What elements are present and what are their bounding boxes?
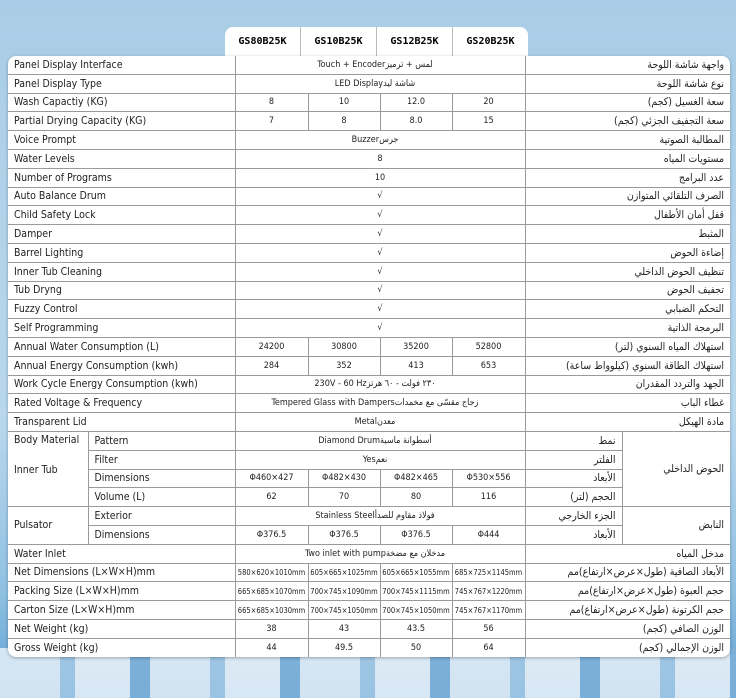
spec-value-cell: 284: [235, 356, 308, 375]
spec-label-ar: مستويات المياه: [525, 149, 730, 168]
spec-label-en: Partial Drying Capacity (KG): [8, 112, 235, 131]
spec-label-en: Net Dimensions (L×W×H)mm: [8, 563, 235, 582]
value-ar: مدخلان مع مضخة: [385, 548, 446, 559]
spec-value-all-models: [235, 413, 525, 432]
value-en: √: [377, 247, 383, 258]
table-row: [8, 507, 730, 526]
spec-label-ar: تنظيف الحوض الداخلي: [525, 262, 730, 281]
spec-label-en: Water Levels: [8, 149, 235, 168]
model-header-cell: GS20B25K: [466, 36, 515, 47]
table-row: [8, 225, 730, 244]
value-en: Yes: [362, 454, 376, 465]
spec-value-cell: 116: [452, 488, 525, 507]
spec-label-ar: حجم العبوة (طول×عرض×ارتفاع)مم: [525, 582, 730, 601]
spec-label-ar: غطاء الباب: [525, 394, 730, 413]
spec-label-en: Barrel Lighting: [8, 243, 235, 262]
spec-label-ar: مدخل المياه: [525, 544, 730, 563]
spec-value-all-models: [235, 262, 525, 281]
spec-value-cell: 605×665×1055mm: [380, 563, 452, 582]
spec-value-cell: 80: [380, 488, 452, 507]
spec-value-cell: 665×685×1070mm: [235, 582, 308, 601]
value-en: Diamond Drum: [318, 435, 381, 446]
spec-label-ar: سعة الغسيل (كجم): [525, 93, 730, 112]
group-label-ar: النابض: [622, 507, 730, 545]
table-row: [8, 525, 730, 544]
spec-value-cell: 413: [380, 356, 452, 375]
spec-label-en: Damper: [8, 225, 235, 244]
group-label-en: [8, 431, 88, 506]
spec-label-en: Tub Dryng: [8, 281, 235, 300]
table-row: [8, 356, 730, 375]
spec-value-cell: 44: [235, 638, 308, 656]
table-row: [8, 394, 730, 413]
spec-label-ar: نوع شاشة اللوحة: [525, 74, 730, 93]
table-row: [8, 281, 730, 300]
spec-label-en: Fuzzy Control: [8, 300, 235, 319]
spec-value-cell: 8.0: [380, 112, 452, 131]
table-row: [8, 638, 730, 656]
value-en: √: [377, 266, 383, 277]
spec-label-en: Child Safety Lock: [8, 206, 235, 225]
spec-label-en: Transparent Lid: [8, 413, 235, 432]
table-row: [8, 168, 730, 187]
spec-value-cell: 352: [308, 356, 380, 375]
spec-label-ar: استهلاك المياه السنوي (لتر): [525, 337, 730, 356]
spec-label-ar: البرمجة الذاتية: [525, 319, 730, 338]
spec-value-all-models: [235, 56, 525, 74]
table-row: [8, 187, 730, 206]
sub-label-ar: الفلتر: [525, 450, 622, 469]
table-row: [8, 319, 730, 338]
value-ar: جرس: [379, 135, 399, 146]
table-row: [8, 243, 730, 262]
spec-value-cell: 700×745×1115mm: [380, 582, 452, 601]
table-row: [8, 469, 730, 488]
value-ar: فولاذ مقاوم للصدأ: [374, 511, 435, 522]
spec-value-cell: 580×620×1010mm: [235, 563, 308, 582]
spec-value-cell: Φ444: [452, 525, 525, 544]
table-row: [8, 337, 730, 356]
spec-value-all-models: [235, 131, 525, 150]
spec-label-en: Auto Balance Drum: [8, 187, 235, 206]
value-en: LED Display: [334, 78, 384, 89]
spec-value-all-models: [235, 149, 525, 168]
spec-label-en: Number of Programs: [8, 168, 235, 187]
spec-label-en: Work Cycle Energy Consumption (kwh): [8, 375, 235, 394]
spec-label-en: Self Programming: [8, 319, 235, 338]
table-row: [8, 601, 730, 620]
model-header-cell: GS80B25K: [225, 27, 301, 57]
value-ar: زجاج مقسّى مع مخمدات: [394, 398, 479, 409]
value-en: √: [377, 304, 383, 315]
spec-value-all-models: [235, 243, 525, 262]
spec-value-cell: 605×665×1025mm: [308, 563, 380, 582]
spec-value-cell: 700×745×1050mm: [308, 601, 380, 620]
spec-value-cell: 685×725×1145mm: [452, 563, 525, 582]
spec-label-ar: الجهد والتردد المقدران: [525, 375, 730, 394]
spec-label-ar: واجهة شاشة اللوحة: [525, 56, 730, 74]
spec-label-ar: حجم الكرتونة (طول×عرض×ارتفاع)مم: [525, 601, 730, 620]
value-en: 8: [377, 153, 383, 164]
spec-value-all-models: [235, 544, 525, 563]
spec-value-all-models: [235, 187, 525, 206]
spec-label-en: Annual Water Consumption (L): [8, 337, 235, 356]
spec-value-all-models: [235, 450, 525, 469]
spec-value-all-models: [235, 206, 525, 225]
spec-label-ar: قفل أمان الأطفال: [525, 206, 730, 225]
spec-label-ar: استهلاك الطاقة السنوي (كيلوواط ساعة): [525, 356, 730, 375]
table-row: [8, 262, 730, 281]
spec-label-ar: تجفيف الحوض: [525, 281, 730, 300]
table-row: [8, 431, 730, 450]
spec-label-en: Annual Energy Consumption (kwh): [8, 356, 235, 375]
sub-label-ar: نمط: [525, 431, 622, 450]
value-en: Stainless Steel: [315, 511, 375, 522]
table-row: [8, 93, 730, 112]
spec-table-container: [8, 56, 730, 657]
table-row: [8, 619, 730, 638]
spec-value-all-models: [235, 319, 525, 338]
spec-label-ar: الوزن الصافي (كجم): [525, 619, 730, 638]
spec-value-cell: 43.5: [380, 619, 452, 638]
value-en: Touch + Encoder: [317, 59, 386, 70]
spec-label-ar: الوزن الإجمالي (كجم): [525, 638, 730, 656]
value-ar: معدن: [376, 417, 396, 428]
value-ar: أسطوانة ماسية: [380, 435, 432, 446]
spec-value-cell: 49.5: [308, 638, 380, 656]
spec-value-cell: 52800: [452, 337, 525, 356]
table-row: [8, 300, 730, 319]
spec-label-ar: المثبط: [525, 225, 730, 244]
spec-value-cell: 43: [308, 619, 380, 638]
spec-label-en: Gross Weight (kg): [8, 638, 235, 656]
value-ar: ٢٣٠ فولت - ٦٠ هرتز: [366, 379, 436, 390]
value-ar: شاشة ليد: [383, 78, 416, 89]
spec-label-en: Packing Size (L×W×H)mm: [8, 582, 235, 601]
model-header-cell: GS12B25K: [377, 27, 453, 57]
sub-label-ar: الجزء الخارجي: [525, 507, 622, 526]
spec-value-cell: 700×745×1090mm: [308, 582, 380, 601]
spec-label-en: Inner Tub Cleaning: [8, 262, 235, 281]
sub-label-en: Volume (L): [88, 488, 235, 507]
spec-value-cell: 653: [452, 356, 525, 375]
spec-value-all-models: [235, 74, 525, 93]
value-en: Two inlet with pump: [304, 548, 386, 559]
spec-value-cell: 35200: [380, 337, 452, 356]
spec-label-ar: مادة الهيكل: [525, 413, 730, 432]
table-row: [8, 112, 730, 131]
spec-label-en: Panel Display Type: [8, 74, 235, 93]
table-row: [8, 56, 730, 74]
value-ar: نعم: [375, 454, 388, 465]
spec-value-all-models: [235, 431, 525, 450]
table-row: [8, 582, 730, 601]
spec-value-cell: 24200: [235, 337, 308, 356]
sub-label-ar: الأبعاد: [525, 525, 622, 544]
sub-label-en: Exterior: [88, 507, 235, 526]
table-row: [8, 74, 730, 93]
spec-value-cell: 12.0: [380, 93, 452, 112]
spec-label-en: Wash Capactiy (KG): [8, 93, 235, 112]
spec-value-cell: 15: [452, 112, 525, 131]
value-en: √: [377, 323, 383, 334]
sub-label-ar: الأبعاد: [525, 469, 622, 488]
spec-label-en: Rated Voltage & Frequency: [8, 394, 235, 413]
spec-label-ar: المطالبة الصوتية: [525, 131, 730, 150]
spec-label-ar: الصرف التلقائي المتوازن: [525, 187, 730, 206]
sub-label-ar: الحجم (لتر): [525, 488, 622, 507]
value-en: Tempered Glass with Dampers: [271, 398, 395, 409]
value-en: √: [377, 191, 383, 202]
sub-label-en: Dimensions: [88, 469, 235, 488]
spec-table: [8, 56, 730, 657]
spec-value-cell: 50: [380, 638, 452, 656]
spec-value-cell: 745×767×1220mm: [452, 582, 525, 601]
spec-value-cell: Φ482×430: [308, 469, 380, 488]
spec-value-cell: Φ376.5: [308, 525, 380, 544]
value-ar: لمس + ترميز: [385, 59, 433, 70]
spec-value-cell: Φ482×465: [380, 469, 452, 488]
spec-label-en: Voice Prompt: [8, 131, 235, 150]
spec-value-cell: 64: [452, 638, 525, 656]
value-en: 10: [374, 172, 386, 183]
spec-value-cell: 745×767×1170mm: [452, 601, 525, 620]
value-en: Buzzer: [351, 135, 380, 146]
table-row: [8, 375, 730, 394]
spec-value-cell: 70: [308, 488, 380, 507]
table-row: [8, 131, 730, 150]
value-en: √: [377, 285, 383, 296]
spec-label-ar: الأبعاد الصافية (طول×عرض×ارتفاع)مم: [525, 563, 730, 582]
table-row: [8, 544, 730, 563]
table-row: [8, 563, 730, 582]
spec-label-en: Carton Size (L×W×H)mm: [8, 601, 235, 620]
spec-value-all-models: [235, 300, 525, 319]
spec-value-all-models: [235, 375, 525, 394]
spec-value-all-models: [235, 281, 525, 300]
spec-label-ar: إضاءة الحوض: [525, 243, 730, 262]
spec-label-en: Panel Display Interface: [8, 56, 235, 74]
spec-value-cell: 30800: [308, 337, 380, 356]
table-row: [8, 413, 730, 432]
spec-value-cell: 8: [235, 93, 308, 112]
group-label-inner-tub: Inner Tub: [14, 463, 58, 476]
spec-value-all-models: [235, 507, 525, 526]
table-row: [8, 450, 730, 469]
spec-value-cell: 8: [308, 112, 380, 131]
spec-label-en: Net Weight (kg): [8, 619, 235, 638]
spec-value-cell: 700×745×1050mm: [380, 601, 452, 620]
table-row: [8, 206, 730, 225]
sub-label-en: Filter: [88, 450, 235, 469]
spec-value-cell: 62: [235, 488, 308, 507]
value-en: √: [377, 229, 383, 240]
value-en: Metal: [354, 417, 377, 428]
spec-value-cell: Φ460×427: [235, 469, 308, 488]
spec-label-ar: عدد البرامج: [525, 168, 730, 187]
spec-value-cell: Φ530×556: [452, 469, 525, 488]
value-en: √: [377, 210, 383, 221]
model-header: [225, 27, 528, 57]
spec-value-all-models: [235, 225, 525, 244]
spec-label-ar: سعة التجفيف الجزئي (كجم): [525, 112, 730, 131]
spec-label-en: Water Inlet: [8, 544, 235, 563]
spec-label-ar: التحكم الضبابي: [525, 300, 730, 319]
table-row: [8, 488, 730, 507]
group-label-en: Pulsator: [8, 507, 88, 545]
spec-value-all-models: [235, 394, 525, 413]
sub-label-en: Pattern: [88, 431, 235, 450]
spec-value-all-models: [235, 168, 525, 187]
spec-value-cell: Φ376.5: [380, 525, 452, 544]
model-header-cell: GS10B25K: [301, 27, 377, 57]
group-label-ar: الحوض الداخلي: [622, 431, 730, 506]
spec-value-cell: 56: [452, 619, 525, 638]
spec-value-cell: 38: [235, 619, 308, 638]
value-en: 230V - 60 Hz: [314, 379, 367, 390]
spec-value-cell: Φ376.5: [235, 525, 308, 544]
spec-value-cell: 20: [452, 93, 525, 112]
table-row: [8, 149, 730, 168]
spec-value-cell: 10: [308, 93, 380, 112]
spec-value-cell: 7: [235, 112, 308, 131]
group-label-body-material: Body Material: [14, 433, 80, 446]
spec-value-cell: 665×685×1030mm: [235, 601, 308, 620]
sub-label-en: Dimensions: [88, 525, 235, 544]
